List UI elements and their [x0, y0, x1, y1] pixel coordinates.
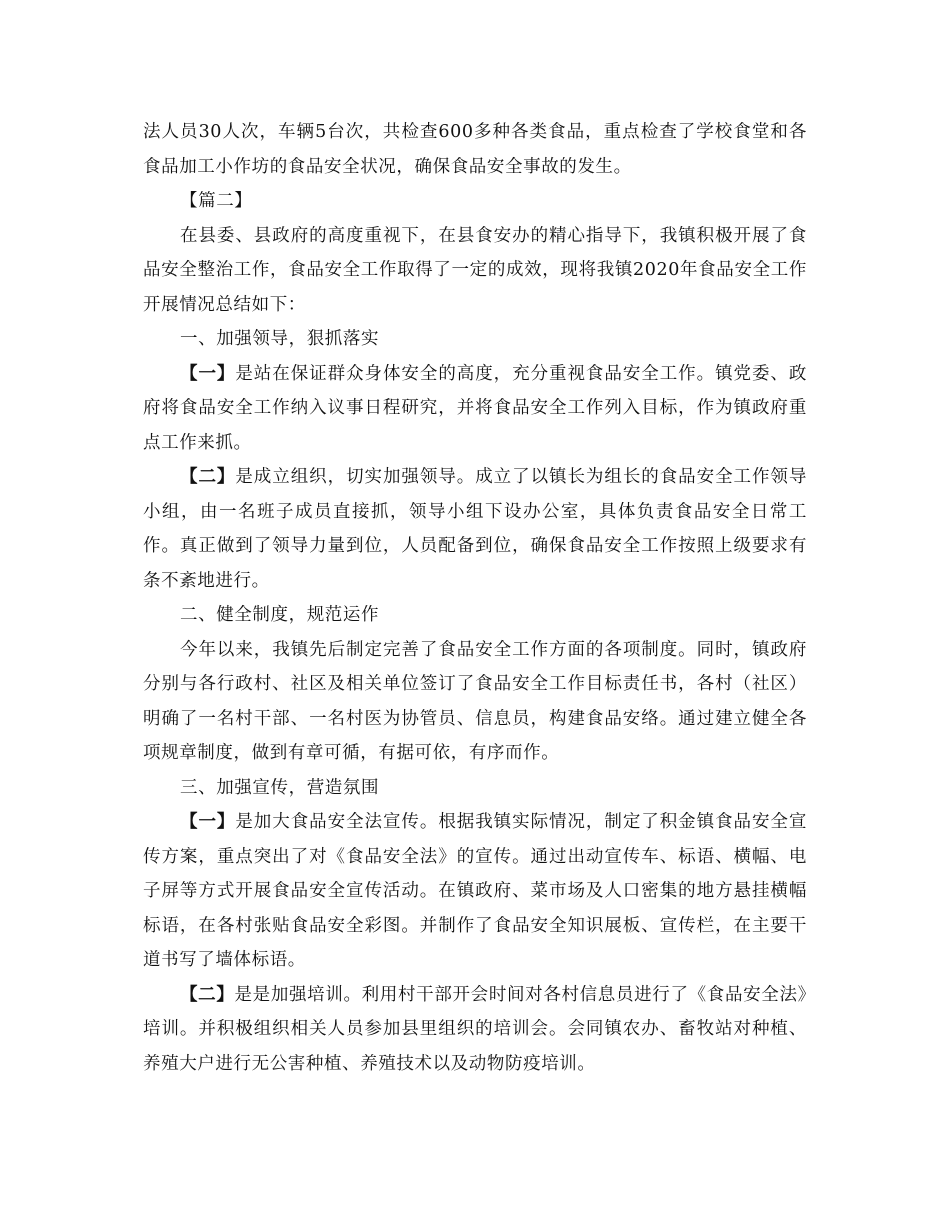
- paragraph-item: [143, 460, 807, 598]
- section-heading-3: [143, 771, 807, 806]
- paragraph-text: 三、加强宣传，营造氛围: [180, 777, 380, 798]
- paragraph-body: [143, 633, 807, 771]
- paragraph-text: 在县委、县政府的高度重视下，在县食安办的精心指导下，我镇积极开展了食品安全整治工作，食品安全工作取得了一定的成效，现将我镇2020年食品安全工作开展情况总结如下：: [143, 225, 807, 315]
- paragraph-text: 一、加强领导，狠抓落实: [180, 329, 380, 349]
- paragraph-text: 是站在保证群众身体安全的高度，充分重视食品安全工作。镇党委、政府将食品安全工作纳入议事日程研究，并将食品安全工作列入目标，作为镇政府重点工作来抓。: [143, 363, 807, 453]
- paragraph-item: [143, 978, 807, 1082]
- paragraph-text: 是是加强培训。利用村干部开会时间对各村信息员进行了《食品安全法》培训。并积极组织相关人员参加县里组织的培训会。会同镇农办、畜牧站对种植、养殖大户进行无公害种植、养殖技术以及动物防疫培训。: [143, 984, 807, 1074]
- paragraph-item: [143, 357, 807, 461]
- paragraph-text: 今年以来，我镇先后制定完善了食品安全工作方面的各项制度。同时，镇政府分别与各行政村、社区及相关单位签订了食品安全工作目标责任书，各村（社区）明确了一名村干部、一名村医为协管员、信息员，构建食品安络。通过建立健全各项规章制度，做到有章可循，有据可依，有序而作。: [143, 639, 807, 763]
- paragraph-text: 是加大食品安全法宣传。根据我镇实际情况，制定了积金镇食品安全宣传方案，重点突出了对《食品安全法》的宣传。通过出动宣传车、标语、横幅、电子屏等方式开展食品安全宣传活动。在镇政府、菜市场及人口密集的地方悬挂横幅标语，在各村张贴食品安全彩图。并制作了食品安全知识展板、宣传栏，在主要干道书写了墙体标语。: [143, 812, 807, 970]
- section-heading-2: [143, 598, 807, 633]
- paragraph-text: 【篇二】: [180, 191, 253, 211]
- paragraph-item: [143, 805, 807, 978]
- paragraph-continued: [143, 115, 807, 184]
- section-heading-pian-er: [143, 184, 807, 219]
- document-body: [143, 115, 807, 1081]
- section-heading-1: [143, 322, 807, 357]
- paragraph-text: 法人员30人次，车辆5台次，共检查600多种各类食品，重点检查了学校食堂和各食品加工小作坊的食品安全状况，确保食品安全事故的发生。: [143, 122, 807, 177]
- item-marker: 【一】: [180, 363, 236, 384]
- item-marker: 【二】: [180, 984, 235, 1005]
- paragraph-text: 是成立组织，切实加强领导。成立了以镇长为组长的食品安全工作领导小组，由一名班子成员直接抓，领导小组下设办公室，具体负责食品安全日常工作。真正做到了领导力量到位，人员配备到位，确保食品安全工作按照上级要求有条不紊地进行。: [143, 467, 807, 591]
- item-marker: 【一】: [180, 812, 236, 832]
- paragraph-text: 二、健全制度，规范运作: [180, 605, 380, 625]
- paragraph-intro: [143, 219, 807, 323]
- item-marker: 【二】: [180, 467, 236, 487]
